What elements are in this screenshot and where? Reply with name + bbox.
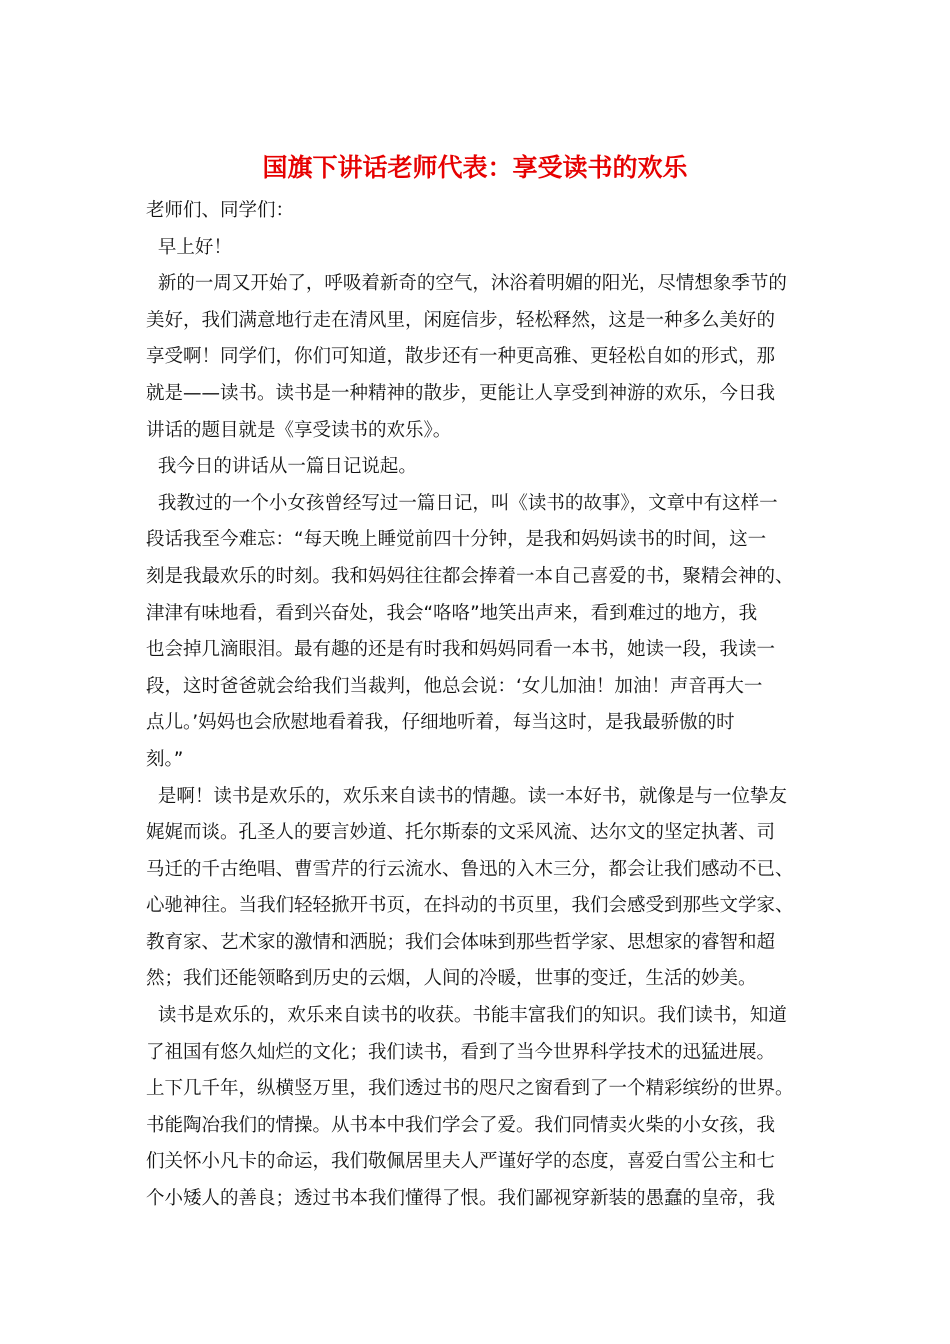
- text-line: 心驰神往。当我们轻轻掀开书页，在抖动的书页里，我们会感受到那些文学家、: [146, 895, 794, 917]
- text-line: 早上好！: [152, 236, 232, 258]
- text-line: 刻是我最欢乐的时刻。我和妈妈往往都会捧着一本自己喜爱的书，聚精会神的、: [146, 565, 794, 587]
- text-line: 点儿。’妈妈也会欣慰地看着我，仔细地听着，每当这时，是我最骄傲的时: [146, 712, 735, 734]
- text-line: 享受啊！同学们，你们可知道，散步还有一种更高雅、更轻松自如的形式，那: [146, 346, 776, 368]
- text-line: 个小矮人的善良；透过书本我们懂得了恨。我们鄙视穿新装的愚蠢的皇帝，我: [146, 1188, 776, 1210]
- text-line: 上下几千年，纵横竖万里，我们透过书的咫尺之窗看到了一个精彩缤纷的世界。: [146, 1078, 794, 1100]
- text-line: 娓娓而谈。孔圣人的要言妙道、托尔斯泰的文采风流、达尔文的坚定执著、司: [146, 822, 776, 844]
- text-line: 书能陶冶我们的情操。从书本中我们学会了爱。我们同情卖火柴的小女孩，我: [146, 1114, 776, 1136]
- text-line: 也会掉几滴眼泪。最有趣的还是有时我和妈妈同看一本书，她读一段，我读一: [146, 639, 776, 661]
- text-line: 津津有味地看，看到兴奋处，我会“咯咯”地笑出声来，看到难过的地方，我: [146, 602, 758, 624]
- text-line: 我教过的一个小女孩曾经写过一篇日记，叫《读书的故事》，文章中有这样一: [152, 492, 778, 514]
- text-line: 段，这时爸爸就会给我们当裁判，他总会说：‘女儿加油！加油！声音再大一: [146, 675, 763, 697]
- document-body: [146, 193, 808, 1218]
- text-line: 刻。”: [146, 748, 184, 770]
- text-line: 美好，我们满意地行走在清风里，闲庭信步，轻松释然，这是一种多么美好的: [146, 309, 776, 331]
- text-line: 新的一周又开始了，呼吸着新奇的空气，沐浴着明媚的阳光，尽情想象季节的: [152, 273, 787, 295]
- text-line: 是啊！读书是欢乐的，欢乐来自读书的情趣。读一本好书，就像是与一位挚友: [152, 785, 787, 807]
- text-line: 段话我至今难忘：“每天晚上睡觉前四十分钟，是我和妈妈读书的时间，这一: [146, 529, 767, 551]
- text-line: 讲话的题目就是《享受读书的欢乐》。: [146, 419, 452, 441]
- text-line: 教育家、艺术家的激情和洒脱；我们会体味到那些哲学家、思想家的睿智和超: [146, 931, 776, 953]
- text-line: 我今日的讲话从一篇日记说起。: [152, 456, 417, 478]
- text-line: 然；我们还能领略到历史的云烟，人间的冷暖，世事的变迁，生活的妙美。: [146, 968, 757, 990]
- document-title: 国旗下讲话老师代表：享受读书的欢乐: [262, 153, 688, 182]
- text-line: 马迁的千古绝唱、曹雪芹的行云流水、鲁迅的入木三分，都会让我们感动不已、: [146, 858, 794, 880]
- text-line: 了祖国有悠久灿烂的文化；我们读书，看到了当今世界科学技术的迅猛进展。: [146, 1041, 776, 1063]
- text-line: 就是——读书。读书是一种精神的散步，更能让人享受到神游的欢乐，今日我: [146, 382, 776, 404]
- text-line: 们关怀小凡卡的命运，我们敬佩居里夫人严谨好学的态度，喜爱白雪公主和七: [146, 1151, 776, 1173]
- text-line: 老师们、同学们：: [146, 200, 295, 221]
- text-line: 读书是欢乐的，欢乐来自读书的收获。书能丰富我们的知识。我们读书，知道: [152, 1005, 787, 1027]
